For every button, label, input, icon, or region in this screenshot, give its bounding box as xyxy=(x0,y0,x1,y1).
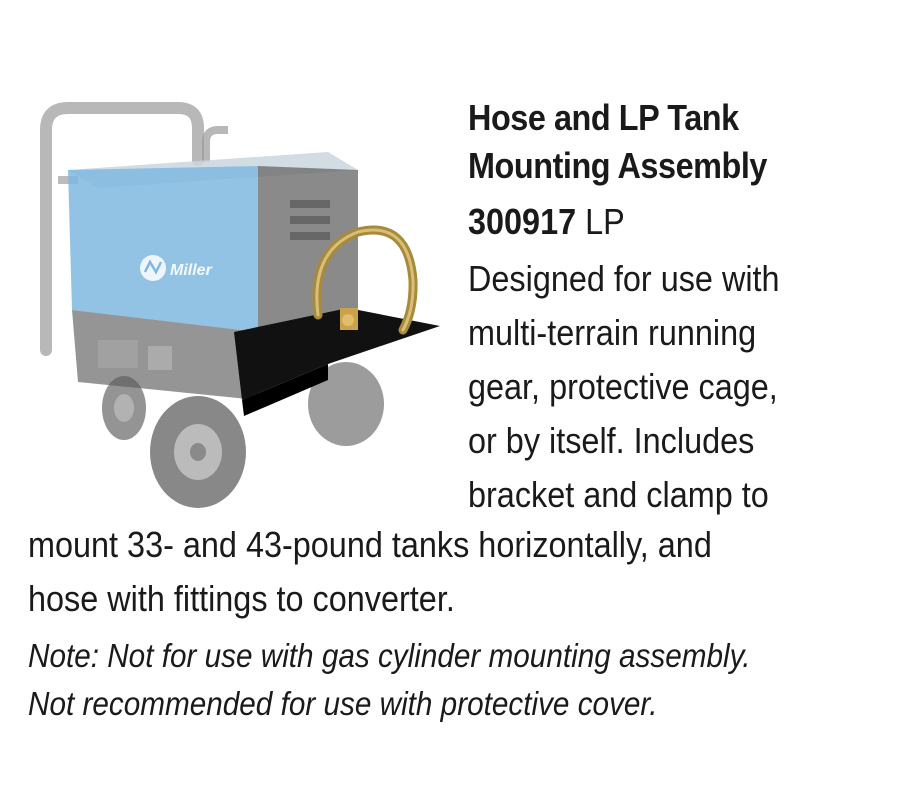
product-title-line: Hose and LP Tank xyxy=(468,97,739,138)
usage-note xyxy=(28,632,750,728)
description-line: multi-terrain running xyxy=(468,312,757,353)
note-line: Note: Not for use with gas cylinder mounting assembly. xyxy=(28,637,751,674)
brand-logo-text: Miller xyxy=(170,262,212,279)
note-line: Not recommended for use with protective cover. xyxy=(28,685,658,722)
product-title-line: Mounting Assembly xyxy=(468,145,767,186)
description-full xyxy=(28,518,712,626)
description-line: bracket and clamp to xyxy=(468,474,769,515)
description-right xyxy=(468,252,780,522)
product-title xyxy=(468,94,846,190)
part-number-line xyxy=(468,198,625,246)
product-image xyxy=(28,100,448,510)
description-line: gear, protective cage, xyxy=(468,366,778,407)
description-line: hose with fittings to converter. xyxy=(28,578,455,619)
part-number: 300917 xyxy=(468,201,577,242)
description-line: mount 33- and 43-pound tanks horizontally, and xyxy=(28,524,712,565)
part-suffix: LP xyxy=(585,201,625,242)
description-line: or by itself. Includes xyxy=(468,420,755,461)
description-line: Designed for use with xyxy=(468,258,780,299)
